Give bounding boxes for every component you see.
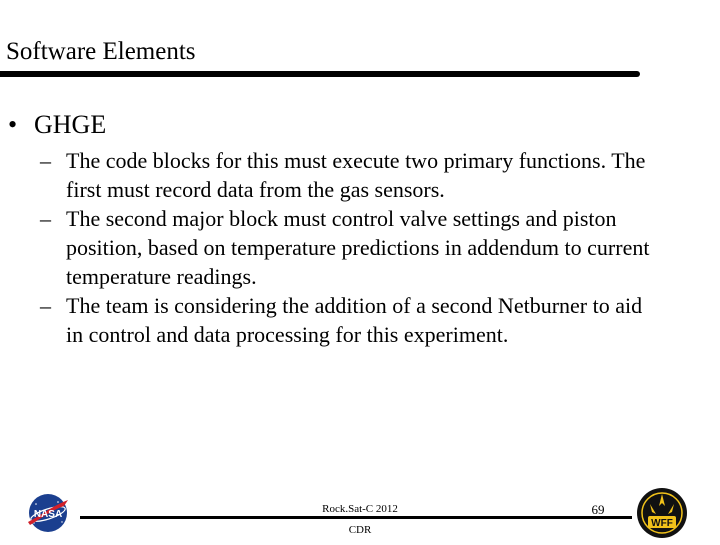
title-underline	[0, 71, 640, 77]
footer-review-label: CDR	[348, 524, 372, 536]
sub-bullet-marker: –	[40, 206, 51, 231]
wff-logo-text: WFF	[651, 518, 673, 529]
sub-bullet	[40, 291, 650, 349]
sub-bullet-text: The team is considering the addition of a second Netburner to aid in control and data processing for this experiment.	[66, 293, 643, 347]
footer-event: Rock.Sat-C 2012	[322, 503, 398, 515]
nasa-logo-icon	[24, 492, 72, 534]
bullet-marker: •	[8, 110, 18, 139]
wff-logo-icon	[636, 486, 688, 540]
sub-bullet-list	[40, 146, 650, 349]
main-bullet	[8, 108, 106, 142]
sub-bullet-marker: –	[40, 293, 51, 318]
slide-title: Software Elements	[6, 38, 196, 65]
main-bullet-text: GHGE	[34, 110, 107, 139]
sub-bullet	[40, 146, 650, 204]
sub-bullet	[40, 204, 650, 291]
page-number: 69	[591, 502, 605, 517]
footer-rule	[80, 516, 632, 519]
sub-bullet-text: The code blocks for this must execute two primary functions. The first must record data from the gas sensors.	[66, 148, 646, 202]
sub-bullet-marker: –	[40, 148, 51, 173]
nasa-logo-text: NASA	[33, 509, 63, 520]
sub-bullet-text: The second major block must control valve settings and piston position, based on temperature predictions in addendum to current temperature readings.	[66, 206, 650, 289]
